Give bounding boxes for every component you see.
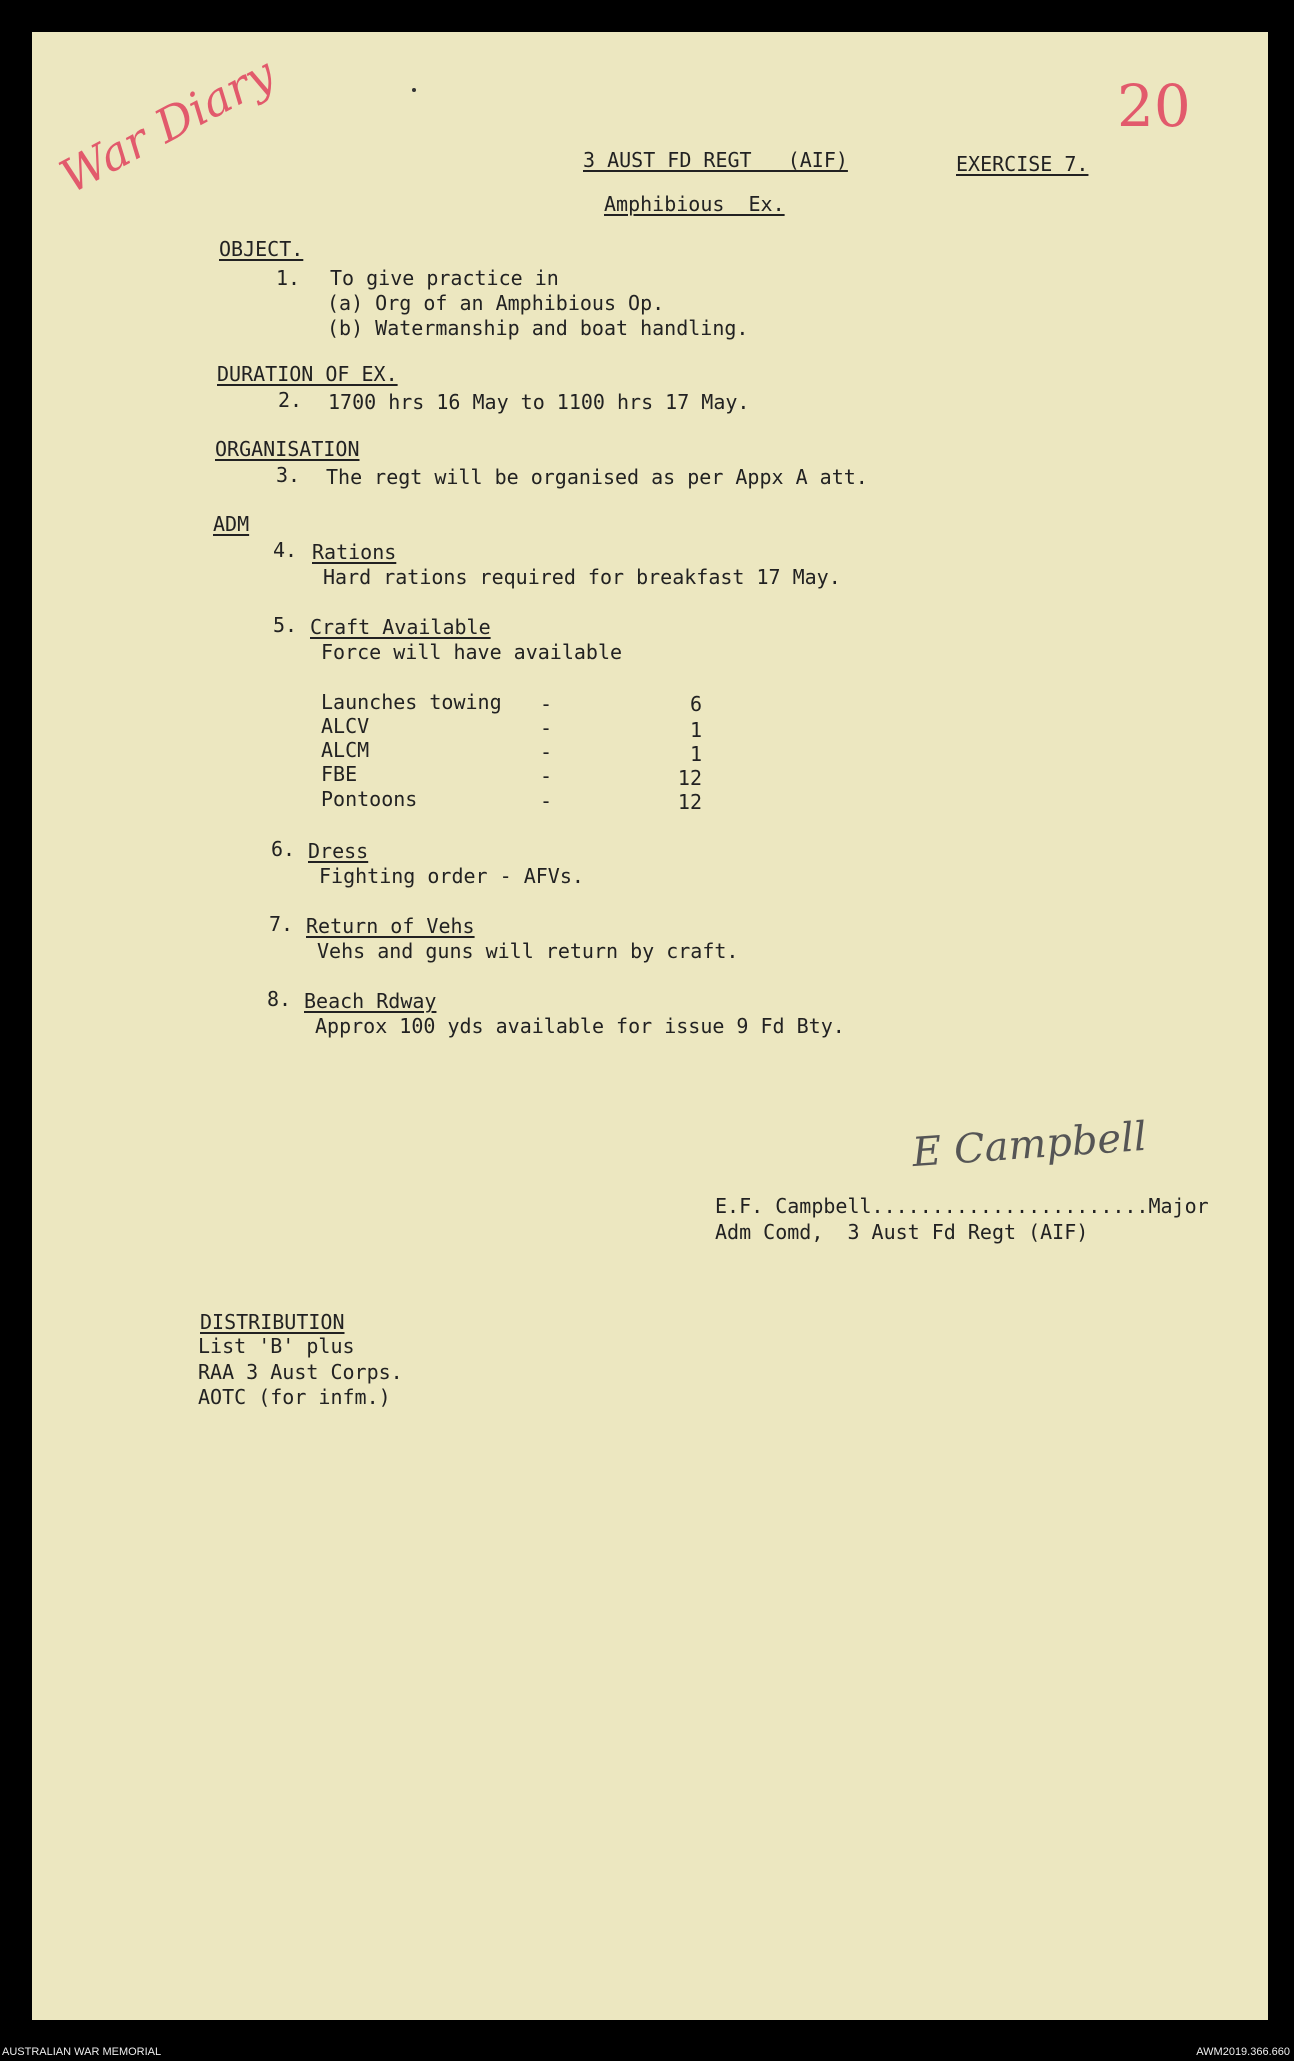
duration-text: 1700 hrs 16 May to 1100 hrs 17 May. [328, 390, 750, 414]
footer-left: AUSTRALIAN WAR MEMORIAL [2, 2046, 162, 2058]
distribution-heading: DISTRIBUTION [200, 1310, 345, 1334]
distribution-line: AOTC (for infm.) [198, 1385, 391, 1409]
handwritten-signature: E Campbell [910, 1113, 1149, 1177]
return-vehs-number: 7. [269, 912, 294, 936]
ink-dot [412, 88, 416, 92]
craft-item-qty: 1 [689, 742, 702, 766]
beach-text: Approx 100 yds available for issue 9 Fd Bty. [315, 1014, 845, 1038]
craft-item-qty: 12 [677, 790, 702, 814]
craft-item-name: Launches towing [321, 690, 502, 714]
craft-item-dash: - [540, 716, 553, 740]
duration-number: 2. [278, 388, 303, 412]
footer-right: AWM2019.366.660 [1196, 2046, 1290, 2058]
craft-item-dash: - [540, 692, 553, 716]
craft-text: Force will have available [321, 640, 623, 664]
organisation-text: The regt will be organised as per Appx A att. [326, 465, 868, 489]
object-item-b: (b) Watermanship and boat handling. [327, 316, 749, 340]
object-text: To give practice in [330, 266, 559, 290]
page-number-annotation: 20 [1117, 72, 1191, 140]
distribution-line: List 'B' plus [198, 1334, 355, 1358]
distribution-line: RAA 3 Aust Corps. [198, 1360, 403, 1384]
document-sheet [32, 32, 1268, 2020]
object-number: 1. [276, 266, 301, 290]
subtitle: Amphibious Ex. [604, 192, 785, 216]
beach-number: 8. [267, 987, 292, 1011]
craft-item-qty: 6 [689, 692, 702, 716]
return-vehs-title: Return of Vehs [306, 914, 475, 938]
organisation-number: 3. [276, 463, 301, 487]
signature-role: Adm Comd, 3 Aust Fd Regt (AIF) [715, 1220, 1089, 1244]
beach-title: Beach Rdway [304, 989, 437, 1013]
unit-title: 3 AUST FD REGT (AIF) [583, 148, 848, 172]
object-heading: OBJECT. [219, 237, 304, 261]
war-diary-annotation [51, 46, 284, 204]
rations-title: Rations [312, 540, 397, 564]
craft-item-name: Pontoons [321, 787, 418, 811]
craft-item-dash: - [540, 764, 553, 788]
rations-text: Hard rations required for breakfast 17 May. [323, 565, 841, 589]
craft-item-dash: - [540, 789, 553, 813]
adm-heading: ADM [213, 512, 250, 536]
object-item-a: (a) Org of an Amphibious Op. [327, 291, 665, 315]
exercise-title: EXERCISE 7. [956, 152, 1089, 176]
organisation-heading: ORGANISATION [215, 437, 360, 461]
craft-item-name: ALCV [321, 714, 370, 738]
craft-item-name: ALCM [321, 738, 370, 762]
rations-number: 4. [273, 538, 298, 562]
craft-item-qty: 1 [689, 718, 702, 742]
dress-title: Dress [308, 839, 369, 863]
return-vehs-text: Vehs and guns will return by craft. [317, 939, 739, 963]
duration-heading: DURATION OF EX. [217, 362, 398, 386]
craft-item-name: FBE [321, 762, 358, 786]
dress-text: Fighting order - AFVs. [319, 864, 584, 888]
craft-item-dash: - [540, 740, 553, 764]
craft-title: Craft Available [310, 615, 491, 639]
dress-number: 6. [271, 837, 296, 861]
signature-line: E.F. Campbell.......................Major [715, 1194, 1209, 1218]
craft-number: 5. [273, 613, 298, 637]
craft-item-qty: 12 [677, 766, 702, 790]
war-diary-text: War Diary [51, 46, 284, 204]
